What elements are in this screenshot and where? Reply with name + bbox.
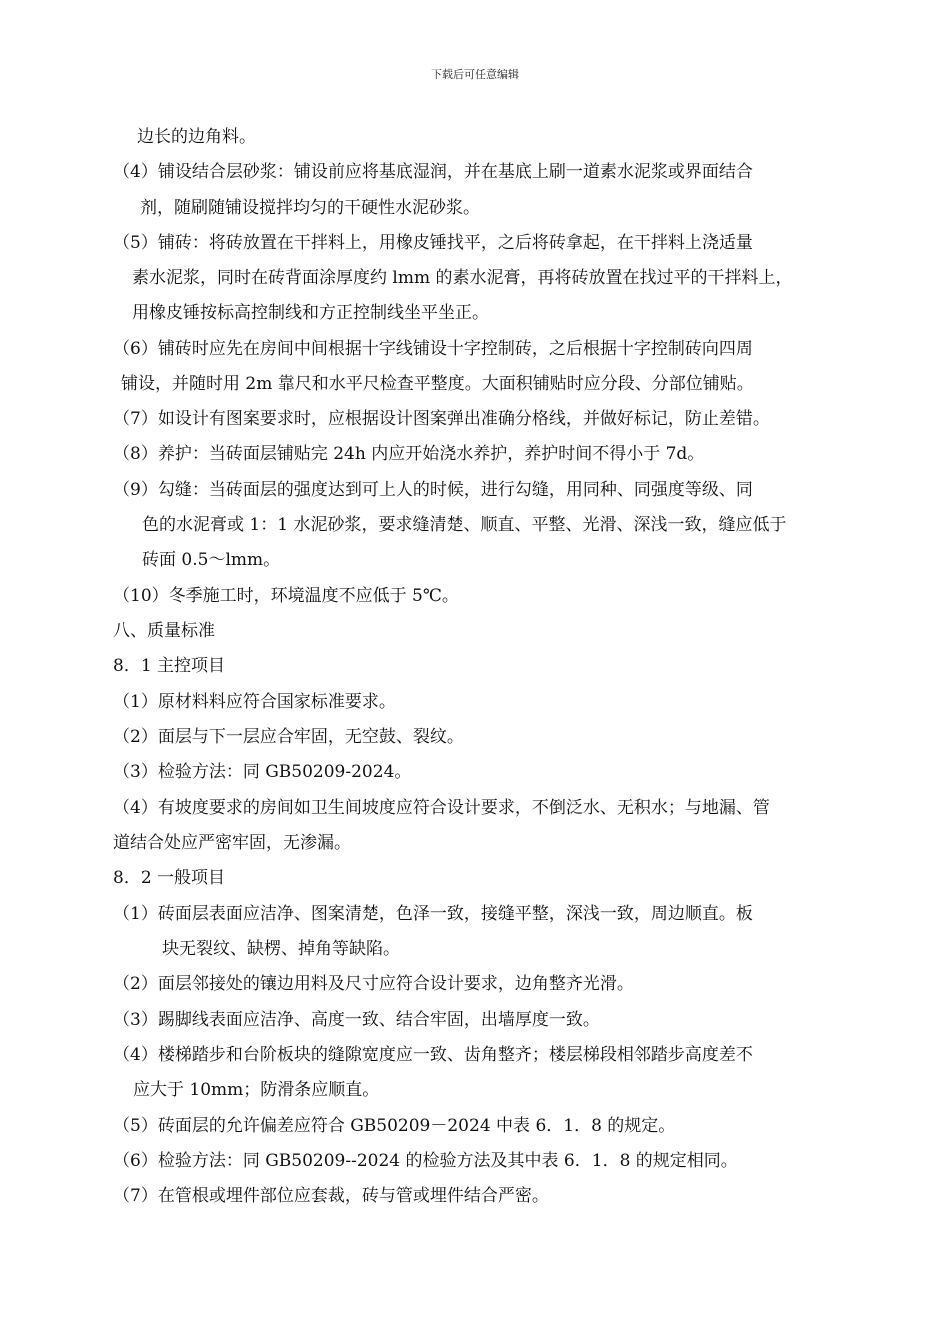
text-line: （7）在管根或埋件部位应套裁，砖与管或埋件结合严密。 bbox=[113, 1186, 549, 1206]
text-line: （4）铺设结合层砂浆：铺设前应将基底湿润，并在基底上刷一道素水泥浆或界面结合 bbox=[113, 162, 753, 182]
text-line: 剂，随刷随铺设搅拌均匀的干硬性水泥砂浆。 bbox=[140, 198, 480, 218]
text-line: 块无裂纹、缺楞、掉角等缺陷。 bbox=[162, 939, 400, 959]
text-line: （10）冬季施工时，环境温度不应低于 5℃。 bbox=[113, 586, 459, 606]
text-line: （4）楼梯踏步和台阶板块的缝隙宽度应一致、齿角整齐；楼层梯段相邻踏步高度差不 bbox=[113, 1045, 753, 1065]
subsection-heading: 8．2 一般项目 bbox=[113, 868, 226, 888]
text-line: （3）踢脚线表面应洁净、高度一致、结合牢固，出墙厚度一致。 bbox=[113, 1010, 600, 1030]
text-line: （4）有坡度要求的房间如卫生间坡度应符合设计要求，不倒泛水、无积水；与地漏、管 bbox=[113, 798, 770, 818]
text-line: 道结合处应严密牢固，无渗漏。 bbox=[113, 833, 351, 853]
text-line: （1）原材料料应符合国家标准要求。 bbox=[113, 692, 396, 712]
text-line: （8）养护：当砖面层铺贴完 24h 内应开始浇水养护，养护时间不得小于 7d。 bbox=[113, 444, 705, 464]
text-line: 应大于 10mm；防滑条应顺直。 bbox=[133, 1080, 380, 1100]
section-heading: 八、质量标准 bbox=[113, 621, 215, 641]
text-line: （9）勾缝：当砖面层的强度达到可上人的时候，进行勾缝，用同种、同强度等级、同 bbox=[113, 480, 753, 500]
text-line: （2）面层邻接处的镶边用料及尺寸应符合设计要求，边角整齐光滑。 bbox=[113, 974, 634, 994]
text-line: 铺设，并随时用 2m 靠尺和水平尺检查平整度。大面积铺贴时应分段、分部位铺贴。 bbox=[121, 374, 754, 394]
text-line: （6）检验方法：同 GB50209--2024 的检验方法及其中表 6．1．8 的规定相同。 bbox=[113, 1151, 738, 1171]
text-line: 素水泥浆，同时在砖背面涂厚度约 lmm 的素水泥膏，再将砖放置在找过平的干拌料上， bbox=[132, 268, 793, 288]
subsection-heading: 8．1 主控项目 bbox=[113, 656, 226, 676]
text-line: （7）如设计有图案要求时，应根据设计图案弹出准确分格线，并做好标记，防止差错。 bbox=[113, 409, 770, 429]
text-line: 用橡皮锤按标高控制线和方正控制线坐平坐正。 bbox=[132, 303, 489, 323]
page-header: 下载后可任意编辑 bbox=[431, 68, 519, 81]
text-line: （2）面层与下一层应合牢固，无空鼓、裂纹。 bbox=[113, 727, 464, 747]
text-line: （5）砖面层的允许偏差应符合 GB50209－2024 中表 6．1．8 的规定。 bbox=[113, 1116, 676, 1136]
text-line: （5）铺砖：将砖放置在干拌料上，用橡皮锤找平，之后将砖拿起，在干拌料上浇适量 bbox=[113, 233, 753, 253]
text-line: （3）检验方法：同 GB50209-2024。 bbox=[113, 762, 412, 782]
text-line: （1）砖面层表面应洁净、图案清楚，色泽一致，接缝平整，深浅一致，周边顺直。板 bbox=[113, 904, 753, 924]
text-line: 边长的边角料。 bbox=[137, 127, 256, 147]
text-line: （6）铺砖时应先在房间中间根据十字线铺设十字控制砖，之后根据十字控制砖向四周 bbox=[113, 339, 753, 359]
text-line: 砖面 0.5～lmm。 bbox=[142, 550, 281, 570]
text-line: 色的水泥膏或 1：1 水泥砂浆，要求缝清楚、顺直、平整、光滑、深浅一致，缝应低于 bbox=[142, 515, 787, 535]
